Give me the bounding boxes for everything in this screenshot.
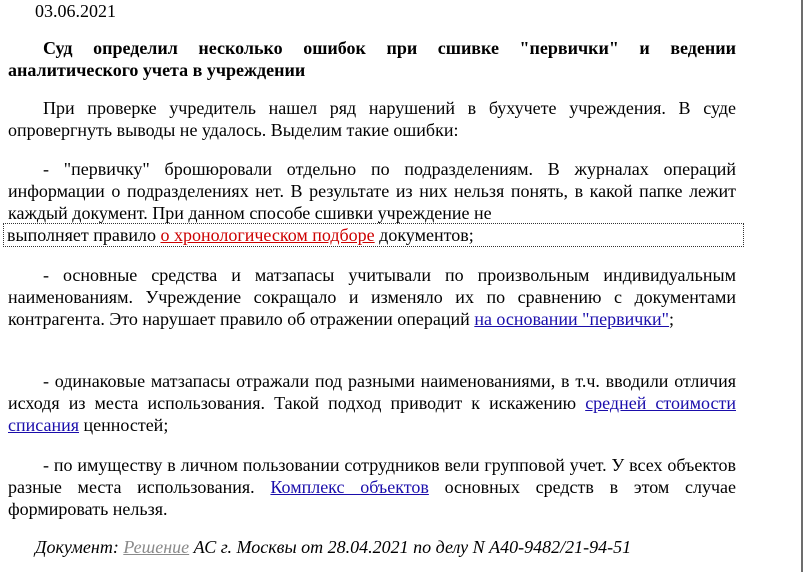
- object-complex-link[interactable]: Комплекс объектов: [270, 477, 429, 497]
- list-item-2: [8, 264, 736, 330]
- average-cost-link[interactable]: средней стоимости списания: [8, 393, 736, 435]
- list-item-1-text: - "первичку" брошюровали отдельно по подразделениям. В журналах операций информации о подразделениях нет. В результате из них нельзя понять, в какой папке лежит каждый документ. При данном способе сшивки учреждение не: [8, 159, 736, 223]
- primary-documents-link[interactable]: на основании "первички": [474, 309, 670, 329]
- list-item-4-text: - по имуществу в личном пользовании сотрудников вели групповой учет. У всех объектов разные места использования.: [8, 455, 736, 497]
- document-reference: [35, 536, 631, 558]
- list-item-1-text-c: документов;: [374, 225, 474, 245]
- document-details: АС г. Москвы от 28.04.2021 по делу N А40-9482/21-94-51: [189, 537, 632, 557]
- article-date: 03.06.2021: [35, 1, 116, 21]
- intro-paragraph: При проверке учредитель нашел ряд нарушений в бухучете учреждения. В суде опровергнуть выводы не удалось. Выделим такие ошибки:: [8, 98, 736, 140]
- list-item-4-tail: основных средств в этом случае формировать нельзя.: [8, 477, 736, 519]
- chronological-selection-link[interactable]: о хронологическом подборе: [160, 225, 375, 245]
- list-item-2-text: - основные средства и матзапасы учитывали по произвольным индивидуальным наименованиям. Учреждение сокращало и изменяло их по сравнению с документами контрагента. Это нарушает правило об отражении операций: [8, 265, 736, 329]
- list-item-1: [8, 158, 736, 246]
- list-item-3-tail: ценностей;: [79, 415, 169, 435]
- list-item-2-tail: ;: [669, 309, 675, 329]
- list-item-3: [8, 370, 736, 436]
- document-label: Документ:: [35, 537, 124, 557]
- list-item-1-text-b: выполняет правило: [7, 225, 161, 245]
- list-item-1-focused-line: [4, 224, 743, 246]
- list-item-4: [8, 454, 736, 520]
- list-item-3-text: - одинаковые матзапасы отражали под разными наименованиями, в т.ч. вводили отличия исходя из места использования. Такой подход приводит к искажению: [8, 371, 736, 413]
- article-title: Суд определил несколько ошибок при сшивке "первички" и ведении аналитического учета в учреждении: [8, 38, 736, 80]
- court-decision-link[interactable]: Решение: [123, 537, 190, 557]
